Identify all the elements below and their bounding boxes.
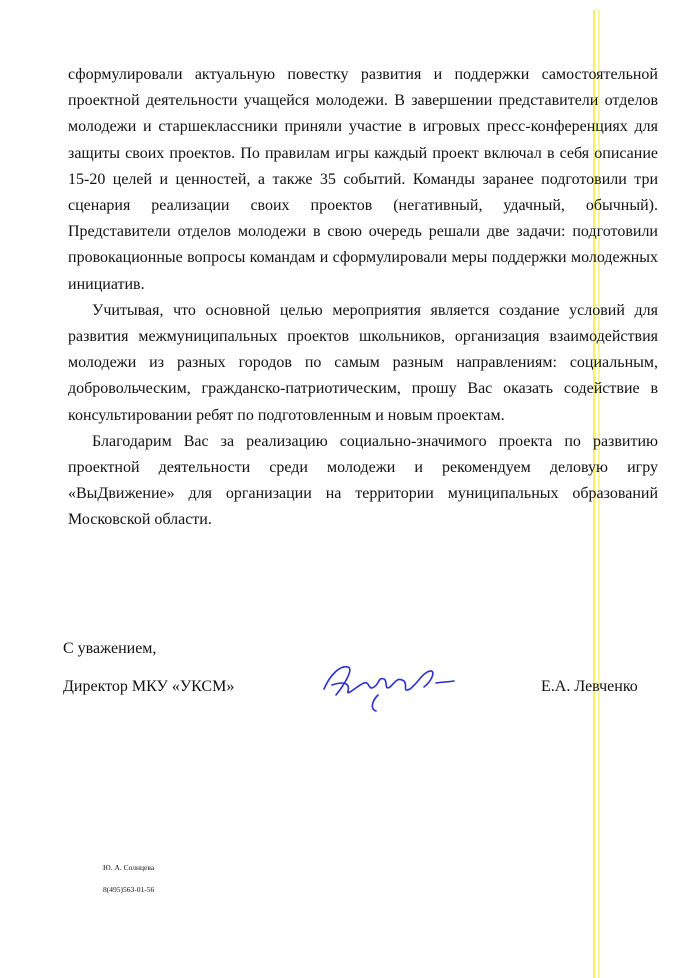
- letter-body: [68, 62, 658, 534]
- signer-position: Директор МКУ «УКСМ»: [63, 678, 235, 695]
- executor-phone: 8(495)563-01-56: [103, 885, 155, 894]
- closing-phrase: С уважением,: [63, 640, 157, 657]
- paragraph-request: Учитывая, что основной целью мероприятия является создание условий для развития межмуниципальных проектов школьников, организация взаимодействия молодежи из разных городов по самым разным направлениям: социальным, добровольческим, гражданско-патриотическим, прошу Вас оказать содействие в консультировании ребят по подготовленным и новым проектам.: [68, 301, 658, 424]
- signer-name: Е.А. Левченко: [541, 678, 638, 695]
- paragraph-gratitude: Благодарим Вас за реализацию социально-значимого проекта по развитию проектной деятельности среди молодежи и рекомендуем деловую игру «ВыДвижение» для организации на территории муниципальных образований Московской области.: [68, 432, 658, 529]
- executor-name: Ю. А. Солнцева: [103, 863, 155, 872]
- paragraph-continuation: сформулировали актуальную повестку развития и поддержки самостоятельной проектной деятельности учащейся молодежи. В завершении представители отделов молодежи и старшеклассники приняли участие в игровых пресс-конференциях для защиты своих проектов. По правилам игры каждый проект включал в себя описание 15-20 целей и ценностей, а также 35 событий. Команды заранее подготовили три сценария реализации своих проектов (негативный, удачный, обычный). Представители отделов молодежи в свою очередь решали две задачи: подготовили провокационные вопросы командам и сформулировали меры поддержки молодежных инициатив.: [68, 66, 658, 293]
- handwritten-signature: [318, 655, 458, 715]
